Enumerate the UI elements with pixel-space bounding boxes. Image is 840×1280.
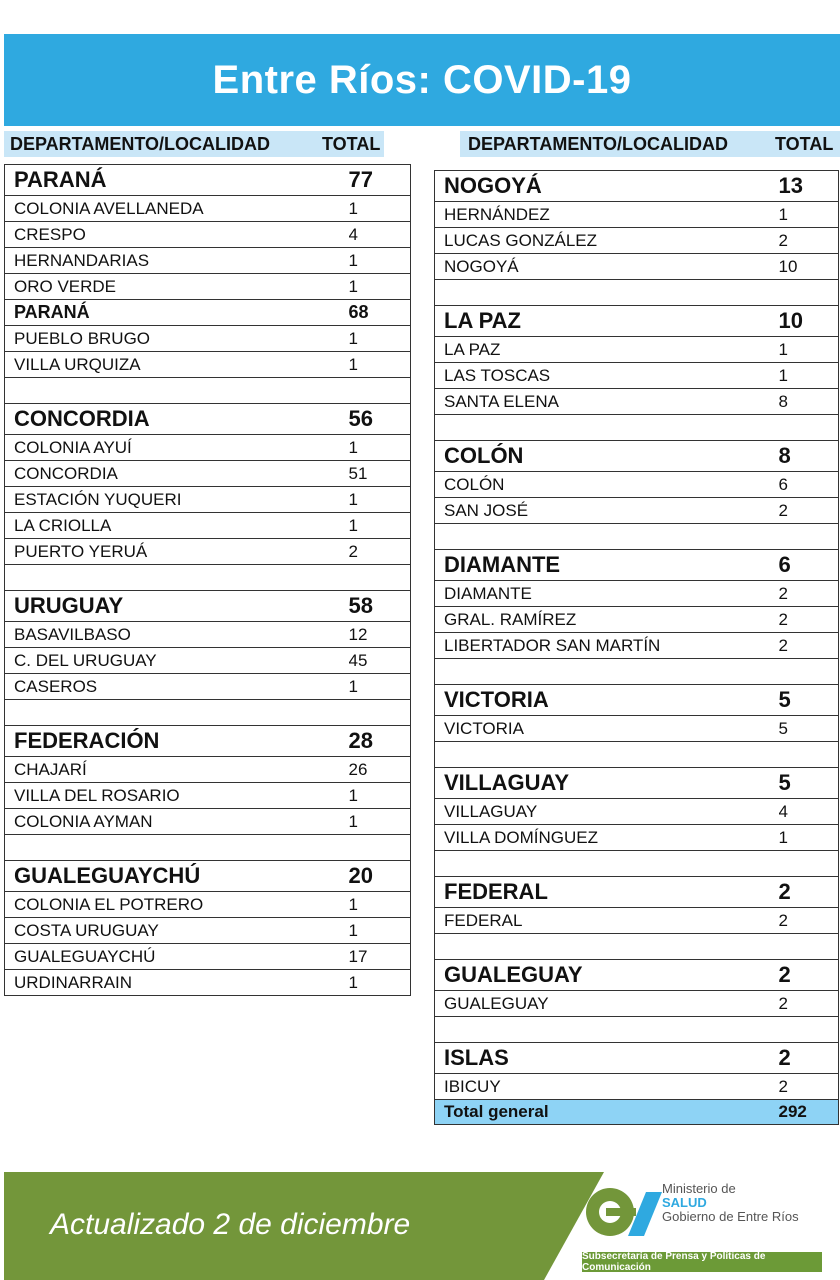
row-total: 1	[779, 825, 839, 851]
column-header-dept: DEPARTAMENTO/LOCALIDAD	[10, 133, 270, 154]
row-total	[349, 565, 411, 591]
spacer-row	[435, 934, 839, 960]
row-total: 10	[779, 306, 839, 337]
row-total: 13	[779, 171, 839, 202]
row-name: PUEBLO BRUGO	[5, 326, 349, 352]
locality-row	[5, 461, 411, 487]
row-total: 2	[779, 581, 839, 607]
row-total: 26	[349, 757, 411, 783]
department-row	[435, 1043, 839, 1074]
row-name: PARANÁ	[5, 300, 349, 326]
row-total: 1	[349, 435, 411, 461]
row-total: 8	[779, 441, 839, 472]
locality-row	[435, 607, 839, 633]
row-name: NOGOYÁ	[435, 171, 779, 202]
locality-row	[435, 337, 839, 363]
row-name: GRAL. RAMÍREZ	[435, 607, 779, 633]
total-row	[435, 1100, 839, 1125]
row-name: FEDERAL	[435, 877, 779, 908]
locality-row	[435, 991, 839, 1017]
row-total: 2	[779, 960, 839, 991]
row-name: GUALEGUAYCHÚ	[5, 861, 349, 892]
row-total: 58	[349, 591, 411, 622]
right-column-header	[460, 131, 840, 157]
updated-date: Actualizado 2 de diciembre	[50, 1208, 411, 1241]
row-name: CONCORDIA	[5, 404, 349, 435]
row-total	[779, 415, 839, 441]
locality-row	[5, 352, 411, 378]
row-name: SAN JOSÉ	[435, 498, 779, 524]
ministry-name: Ministerio de SALUD Gobierno de Entre Ríos	[662, 1181, 799, 1224]
row-total: 56	[349, 404, 411, 435]
locality-row	[435, 254, 839, 280]
row-name	[435, 851, 779, 877]
row-total: 2	[779, 498, 839, 524]
department-row	[435, 960, 839, 991]
locality-row	[5, 274, 411, 300]
row-total	[779, 659, 839, 685]
row-total: 6	[779, 472, 839, 498]
row-name: DIAMANTE	[435, 550, 779, 581]
row-total: 8	[779, 389, 839, 415]
locality-row	[5, 326, 411, 352]
row-name: PUERTO YERUÁ	[5, 539, 349, 565]
row-name: CONCORDIA	[5, 461, 349, 487]
row-name: LA PAZ	[435, 337, 779, 363]
locality-row	[5, 783, 411, 809]
row-total: 45	[349, 648, 411, 674]
row-total: 2	[779, 633, 839, 659]
row-name	[435, 415, 779, 441]
row-total: 4	[349, 222, 411, 248]
row-total	[779, 524, 839, 550]
column-header-total: TOTAL	[322, 133, 381, 154]
spacer-row	[5, 378, 411, 404]
locality-row	[435, 799, 839, 825]
department-row	[435, 306, 839, 337]
spacer-row	[435, 280, 839, 306]
locality-row	[5, 757, 411, 783]
row-total: 1	[349, 352, 411, 378]
row-total: 1	[349, 892, 411, 918]
row-total: 1	[349, 196, 411, 222]
row-total: 1	[779, 337, 839, 363]
row-name	[435, 742, 779, 768]
row-total	[779, 851, 839, 877]
locality-row	[5, 970, 411, 996]
locality-row	[5, 622, 411, 648]
locality-row	[5, 248, 411, 274]
row-total: 10	[779, 254, 839, 280]
page-header	[4, 34, 840, 126]
row-name: SANTA ELENA	[435, 389, 779, 415]
row-name: GUALEGUAY	[435, 991, 779, 1017]
row-name: URUGUAY	[5, 591, 349, 622]
row-name: COLÓN	[435, 441, 779, 472]
row-total: 2	[779, 991, 839, 1017]
row-name	[435, 280, 779, 306]
column-header-total: TOTAL	[775, 133, 834, 154]
row-total: 1	[779, 202, 839, 228]
row-total: 1	[349, 809, 411, 835]
row-name: COLONIA AYUÍ	[5, 435, 349, 461]
locality-row	[5, 300, 411, 326]
locality-row	[5, 648, 411, 674]
locality-row	[5, 944, 411, 970]
row-total	[779, 280, 839, 306]
row-name: VILLA DOMÍNGUEZ	[435, 825, 779, 851]
row-name: DIAMANTE	[435, 581, 779, 607]
row-name: VICTORIA	[435, 685, 779, 716]
row-total: 1	[349, 783, 411, 809]
er-logo-icon	[580, 1178, 664, 1246]
row-name	[5, 565, 349, 591]
spacer-row	[435, 524, 839, 550]
row-name: VILLA URQUIZA	[5, 352, 349, 378]
row-total: 12	[349, 622, 411, 648]
locality-row	[435, 825, 839, 851]
spacer-row	[5, 700, 411, 726]
row-total: 2	[779, 908, 839, 934]
locality-row	[435, 228, 839, 254]
row-name: CRESPO	[5, 222, 349, 248]
locality-row	[5, 539, 411, 565]
row-total: 5	[779, 768, 839, 799]
department-row	[5, 861, 411, 892]
spacer-row	[435, 415, 839, 441]
row-name: NOGOYÁ	[435, 254, 779, 280]
row-name: FEDERACIÓN	[5, 726, 349, 757]
row-name	[5, 700, 349, 726]
row-name: HERNÁNDEZ	[435, 202, 779, 228]
row-name: VICTORIA	[435, 716, 779, 742]
department-row	[435, 768, 839, 799]
row-total: 2	[349, 539, 411, 565]
department-row	[435, 877, 839, 908]
locality-row	[435, 716, 839, 742]
row-total	[779, 1017, 839, 1043]
spacer-row	[5, 565, 411, 591]
row-total	[779, 934, 839, 960]
row-name: ORO VERDE	[5, 274, 349, 300]
row-total: 51	[349, 461, 411, 487]
row-total: 5	[779, 685, 839, 716]
locality-row	[5, 435, 411, 461]
row-name: URDINARRAIN	[5, 970, 349, 996]
department-row	[435, 685, 839, 716]
spacer-row	[5, 835, 411, 861]
column-header-dept: DEPARTAMENTO/LOCALIDAD	[468, 133, 728, 154]
row-total: 1	[349, 918, 411, 944]
row-name	[435, 1017, 779, 1043]
row-name: VILLAGUAY	[435, 768, 779, 799]
row-total	[779, 742, 839, 768]
row-total: 68	[349, 300, 411, 326]
row-total: 2	[779, 228, 839, 254]
spacer-row	[435, 659, 839, 685]
row-name: ESTACIÓN YUQUERI	[5, 487, 349, 513]
row-total: 77	[349, 165, 411, 196]
locality-row	[5, 222, 411, 248]
row-name: COSTA URUGUAY	[5, 918, 349, 944]
row-total: 17	[349, 944, 411, 970]
row-total: 1	[349, 513, 411, 539]
department-row	[435, 550, 839, 581]
row-name: GUALEGUAY	[435, 960, 779, 991]
spacer-row	[435, 1017, 839, 1043]
row-name: ISLAS	[435, 1043, 779, 1074]
row-total: 1	[349, 326, 411, 352]
row-name: GUALEGUAYCHÚ	[5, 944, 349, 970]
department-row	[5, 591, 411, 622]
row-name: LAS TOSCAS	[435, 363, 779, 389]
row-total	[349, 378, 411, 404]
row-name: BASAVILBASO	[5, 622, 349, 648]
row-total: 2	[779, 1074, 839, 1100]
locality-row	[435, 581, 839, 607]
department-row	[5, 404, 411, 435]
row-total: 1	[349, 970, 411, 996]
row-total: 1	[349, 674, 411, 700]
row-name: COLÓN	[435, 472, 779, 498]
row-name: COLONIA EL POTRERO	[5, 892, 349, 918]
department-row	[435, 441, 839, 472]
row-name: LA CRIOLLA	[5, 513, 349, 539]
spacer-row	[435, 851, 839, 877]
row-name: COLONIA AYMAN	[5, 809, 349, 835]
row-name: LUCAS GONZÁLEZ	[435, 228, 779, 254]
row-total: 1	[779, 363, 839, 389]
locality-row	[435, 389, 839, 415]
locality-row	[435, 363, 839, 389]
row-total	[349, 700, 411, 726]
row-name: Total general	[435, 1100, 779, 1125]
subsecretaria-label: Subsecretaría de Prensa y Políticas de Comunicación	[582, 1252, 822, 1272]
row-total: 2	[779, 1043, 839, 1074]
row-name	[435, 659, 779, 685]
page-footer	[4, 1172, 840, 1280]
right-cases-table	[434, 170, 839, 1125]
locality-row	[5, 513, 411, 539]
row-name: IBICUY	[435, 1074, 779, 1100]
row-name: VILLA DEL ROSARIO	[5, 783, 349, 809]
row-name	[5, 378, 349, 404]
department-row	[5, 726, 411, 757]
locality-row	[435, 472, 839, 498]
row-name: C. DEL URUGUAY	[5, 648, 349, 674]
locality-row	[5, 674, 411, 700]
row-total: 4	[779, 799, 839, 825]
locality-row	[435, 908, 839, 934]
row-total: 1	[349, 248, 411, 274]
row-name: LA PAZ	[435, 306, 779, 337]
locality-row	[5, 892, 411, 918]
row-total: 292	[779, 1100, 839, 1125]
row-total: 5	[779, 716, 839, 742]
row-total: 1	[349, 274, 411, 300]
row-name: PARANÁ	[5, 165, 349, 196]
row-total: 2	[779, 877, 839, 908]
row-total	[349, 835, 411, 861]
locality-row	[435, 633, 839, 659]
row-name: HERNANDARIAS	[5, 248, 349, 274]
row-name: CHAJARÍ	[5, 757, 349, 783]
row-total: 28	[349, 726, 411, 757]
locality-row	[5, 809, 411, 835]
row-total: 2	[779, 607, 839, 633]
row-total: 6	[779, 550, 839, 581]
row-name	[5, 835, 349, 861]
row-name	[435, 524, 779, 550]
department-row	[5, 165, 411, 196]
row-name: VILLAGUAY	[435, 799, 779, 825]
page-title: Entre Ríos: COVID-19	[212, 57, 632, 102]
left-column-header	[4, 131, 384, 157]
locality-row	[435, 1074, 839, 1100]
row-total: 20	[349, 861, 411, 892]
spacer-row	[435, 742, 839, 768]
row-name: CASEROS	[5, 674, 349, 700]
row-name: FEDERAL	[435, 908, 779, 934]
locality-row	[435, 202, 839, 228]
row-name	[435, 934, 779, 960]
department-row	[435, 171, 839, 202]
row-name: COLONIA AVELLANEDA	[5, 196, 349, 222]
locality-row	[5, 196, 411, 222]
row-name: LIBERTADOR SAN MARTÍN	[435, 633, 779, 659]
left-cases-table	[4, 164, 411, 996]
row-total: 1	[349, 487, 411, 513]
locality-row	[5, 487, 411, 513]
locality-row	[435, 498, 839, 524]
locality-row	[5, 918, 411, 944]
ministry-logo	[574, 1178, 836, 1274]
